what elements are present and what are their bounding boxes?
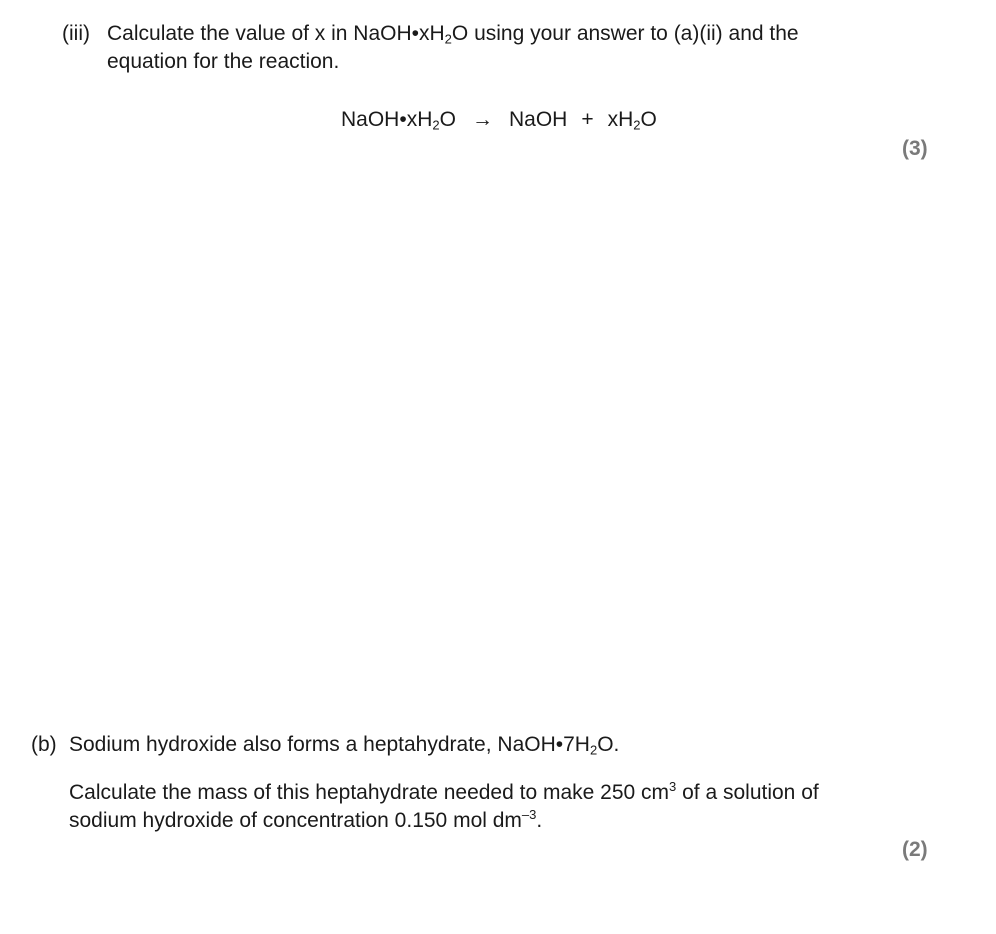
equation-product-2: $xH_2O$ xyxy=(607,108,657,133)
question-b-text-line1: Sodium hydroxide also forms a heptahydrate, $NaOH•7H_2O$. xyxy=(69,733,620,758)
question-iii-text-line1: Calculate the value of x in $NaOH•xH_2O$ using your answer to (a)(ii) and the xyxy=(107,22,799,47)
arrow-icon: → xyxy=(471,108,493,131)
marks-allocation-iii: (3) xyxy=(902,137,928,160)
question-label-b: (b) xyxy=(31,733,57,756)
question-b-text-line3: sodium hydroxide of concentration 0.150 mol $dm^{-3}$. xyxy=(69,807,543,832)
reaction-equation xyxy=(341,108,657,132)
marks-allocation-b: (2) xyxy=(902,838,928,861)
question-iii-text-line2: equation for the reaction. xyxy=(107,50,340,73)
equation-product-1: NaOH xyxy=(508,108,568,131)
equation-plus: + xyxy=(581,108,594,131)
question-b-text-line2: Calculate the mass of this heptahydrate needed to make 250 $cm^3$ of a solution of xyxy=(69,779,819,804)
equation-reactant: $NaOH•xH_2O$ xyxy=(341,108,456,133)
question-label-iii: (iii) xyxy=(62,22,90,45)
